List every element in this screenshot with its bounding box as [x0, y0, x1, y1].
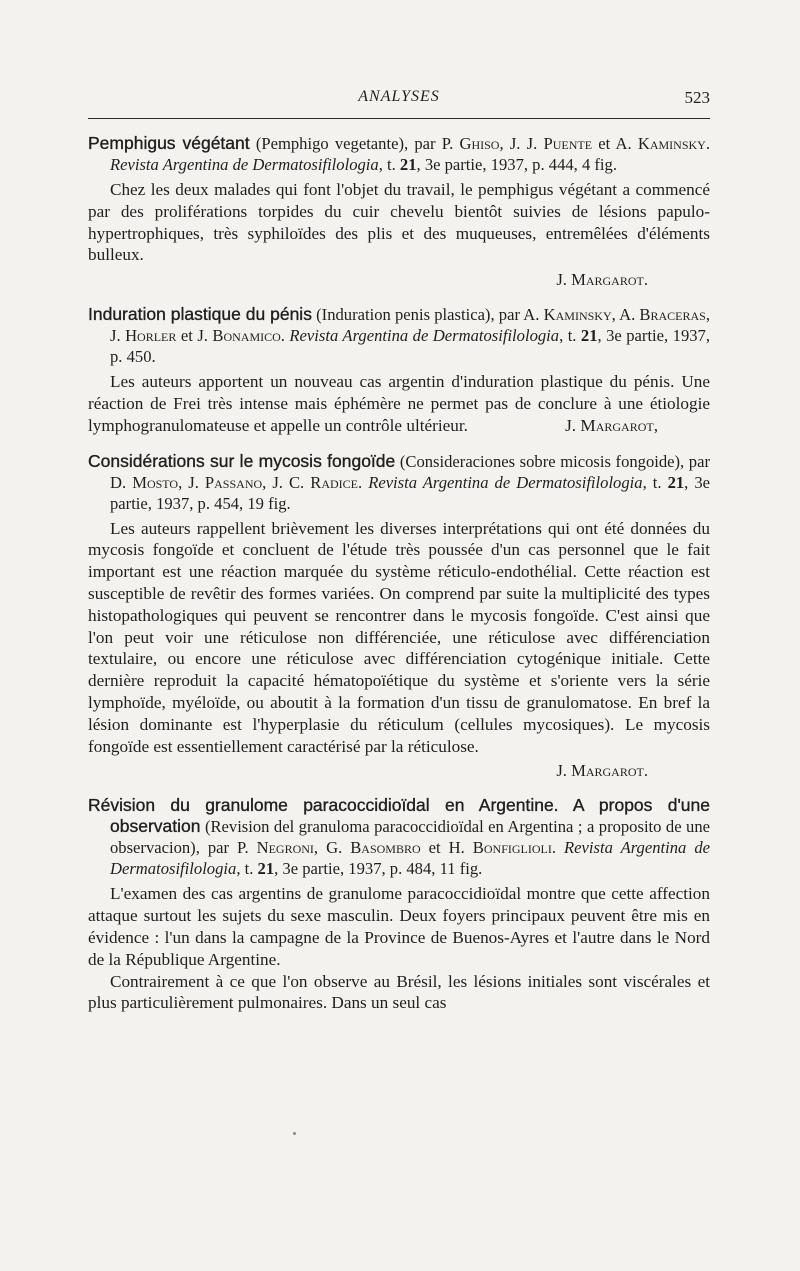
running-head — [88, 88, 710, 119]
print-speck — [293, 1132, 296, 1135]
author-name: Puente — [543, 134, 593, 153]
journal-name: Revista Argentina de Dermatosifilologia — [110, 155, 379, 174]
abstract-paragraph: L'examen des cas argentins de granulome paracoccidioïdal montre que cette affection attaque surtout les sujets du sexe masculin. Deux foyers principaux peuvent être mis en évidence : l'un dans la campagne de la Province de Buenos-Ayres et l'autre dans le Nord de la République Argentine. — [88, 884, 710, 969]
original-title: (Consideraciones sobre micosis fongoide), par D. — [110, 451, 710, 492]
author-name: Negroni — [256, 838, 314, 858]
abstract-paragraph: Chez les deux malades qui font l'objet du travail, le pemphigus végétant a commencé par des proliférations torpides du cuir chevelu bientôt suivies de lésions papulo-hypertrophiques, très syphiloïdes des plis et des muqueuses, entremêlées d'éléments bulleux. — [88, 180, 710, 265]
journal-name: Revista Argentina de Dermatosifilologia — [368, 472, 643, 492]
reviewer-signature: J. Margarot. — [556, 270, 648, 290]
author-name: Horler — [125, 326, 177, 346]
author-name: Bonamico — [212, 326, 281, 346]
original-title: (Induration penis plastica), par A. — [311, 305, 544, 325]
abstract-paragraph: Contrairement à ce que l'on observe au Brésil, les lésions initiales sont viscérales et plus particulièrement pulmonaires. Dans un seul cas — [88, 971, 710, 1013]
citation-details: , 3e partie, 1937, p. 484, 11 fig. — [274, 859, 483, 879]
journal-name: Revista Argentina de Dermatosifilologia — [289, 326, 560, 346]
abstract-entry — [88, 133, 710, 290]
volume-number: 21 — [580, 326, 598, 346]
article-title: Révision du granulome paracoccidioïdal en Argentine. A propos d'une observation — [88, 795, 710, 837]
citation-details: , 3e partie, 1937, p. 454, 19 fig. — [110, 472, 711, 513]
author-name: Ghiso — [459, 134, 500, 153]
citation: Pemphigus végétant (Pemphigo vegetante), par P. Ghiso, J. J. Puente et A. Kaminsky. Revista Argentina de Dermatosifilologia, t. 21, 3e partie, 1937, p. 444, 4 fig. — [88, 133, 711, 174]
running-head-title: ANALYSES — [358, 88, 440, 105]
citation-details: , 3e partie, 1937, p. 450. — [110, 326, 710, 367]
citation: Considérations sur le mycosis fongoïde (Consideraciones sobre micosis fongoide), par D. Mosto, J. Passano, J. C. Radice. Revista Argentina de Dermatosifilologia, t. 21, 3e partie, 1937, p. 454, 19 fig. — [88, 450, 711, 513]
author-name: Kaminsky — [543, 305, 612, 325]
author-name: Radice — [310, 472, 358, 492]
article-title: Pemphigus végétant — [88, 133, 250, 153]
journal-name: Revista Argentina de Dermatosifilologia — [110, 838, 711, 879]
article-title: Induration plastique du pénis — [88, 304, 312, 325]
abstract-paragraph: Les auteurs apportent un nouveau cas argentin d'induration plastique du pénis. Une réaction de Frei très intense mais éphémère ne permet pas de conclure à une étiologie lymphogranulomateuse et appelle un contrôle ultérieur. J. Margarot, — [88, 372, 710, 435]
author-name: Passano — [204, 472, 263, 492]
citation: Induration plastique du pénis (Induration penis plastica), par A. Kaminsky, A. Braceras, J. Horler et J. Bonamico. Revista Argentina de Dermatosifilologia, t. 21, 3e partie, 1937, p. 450. — [88, 304, 710, 367]
author-name: Bonfiglioli — [472, 838, 552, 858]
citation: Révision du granulome paracoccidioïdal en Argentine. A propos d'une observation (Revision del granuloma paracoccidioïdal en Argentina ; a proposito de une observacion), par P. Negroni, G. Basombro et H. Bonfiglioli. Revista Argentina de Dermatosifilologia, t. 21, 3e partie, 1937, p. 484, 11 fig. — [88, 795, 711, 879]
author-name: Basombro — [350, 838, 421, 858]
original-title: (Revision del granuloma paracoccidioïdal en Argentina ; a proposito de une observacion), par P. — [110, 817, 710, 858]
citation-details: , 3e partie, 1937, p. 444, 4 fig. — [416, 155, 617, 174]
author-name: Kaminsky — [637, 134, 706, 153]
volume-number: 21 — [399, 155, 417, 174]
original-title: (Pemphigo vegetante), par P. — [249, 134, 460, 153]
volume-number: 21 — [257, 859, 275, 879]
abstract-paragraph: Les auteurs rappellent brièvement les diverses interprétations qui ont été données du mycosis fongoïde et concluent de l'étude très poussée d'un cas personnel que le fait important est une réaction marquée du système réticulo-endothélial. Cette réaction est susceptible de revêtir des formes variées. On comprend par suite la multiplicité des types histopathologiques qui peuvent se rencontrer dans le mycosis fongoïde. C'est ainsi que l'on peut voir une réticulose non différenciée, une réticulose avec différenciation textulaire, ou encore une réticulose avec différenciation cytogénique initiale. Cette dernière reproduit la capacité hématopoïétique du système et s'oriente vers la série lymphoïde, myéloïde, ou aboutit à la formation d'un tissu de granulomatose. En bref la lésion dominante est l'hyperplasie du réticulum (cellules mycosiques). Le mycosis fongoïde est essentiellement caractérisé par la réticulose. — [88, 518, 710, 756]
volume-number: 21 — [667, 472, 685, 492]
abstract-entry — [88, 451, 710, 782]
abstract-entry — [88, 304, 710, 436]
reviewer-signature: J. Margarot. — [556, 761, 648, 781]
reviewer-signature: J. Margarot, — [565, 415, 658, 435]
author-name: Mosto — [132, 472, 179, 492]
abstract-entry — [88, 795, 710, 1014]
page-number: 523 — [684, 88, 710, 107]
article-title: Considérations sur le mycosis fongoïde — [88, 450, 396, 471]
author-name: Braceras — [639, 305, 706, 325]
